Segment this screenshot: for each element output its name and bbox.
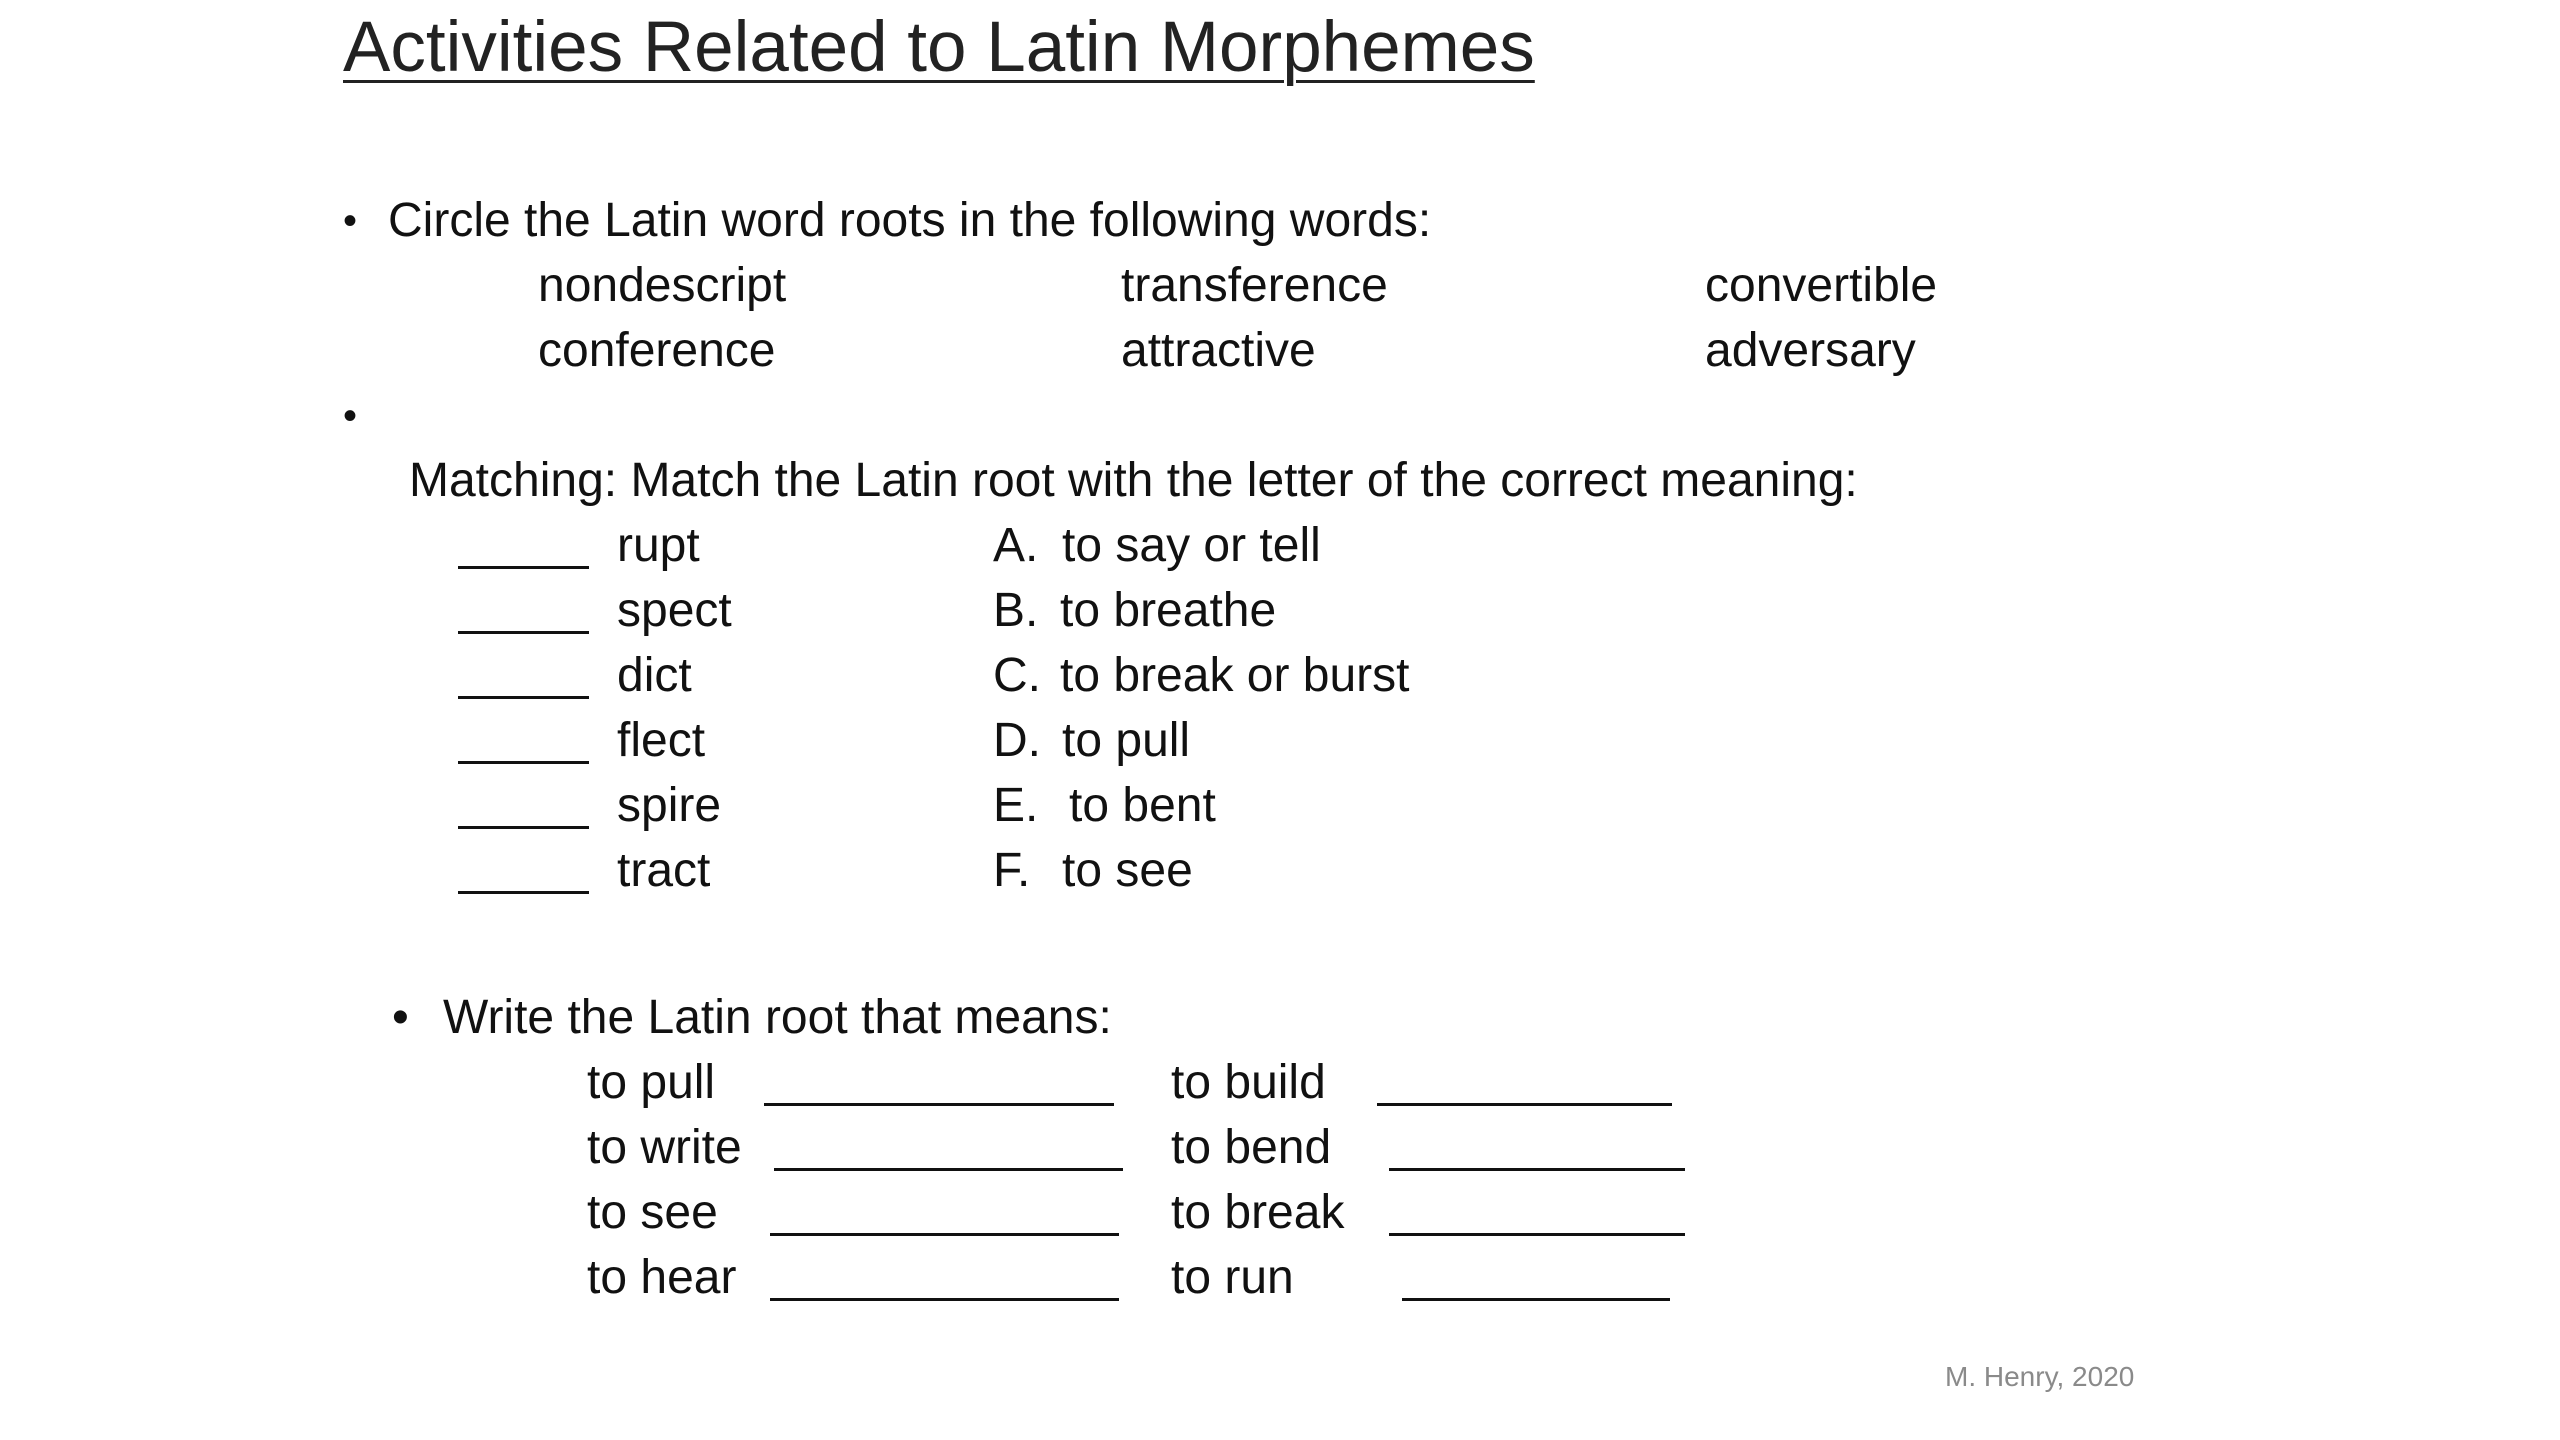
write-right-2: to bend xyxy=(1171,1121,1332,1174)
write-blank-left-1[interactable] xyxy=(764,1103,1114,1106)
word-transference: transference xyxy=(1121,259,1388,312)
write-right-3: to break xyxy=(1171,1186,1345,1239)
bullet-circle-roots: • xyxy=(343,199,358,243)
footer-credit: M. Henry, 2020 xyxy=(1945,1361,2135,1392)
match-blank-3[interactable] xyxy=(458,696,589,699)
circle-roots-prompt: Circle the Latin word roots in the following words: xyxy=(388,194,1432,247)
meaning-letter-a: A. xyxy=(993,519,1039,572)
write-left-1: to pull xyxy=(587,1056,716,1109)
write-blank-right-1[interactable] xyxy=(1377,1103,1672,1106)
root-tract: tract xyxy=(617,844,711,897)
root-spire: spire xyxy=(617,779,722,832)
write-blank-right-3[interactable] xyxy=(1389,1233,1685,1236)
meaning-letter-e: E. xyxy=(993,779,1039,832)
write-left-4: to hear xyxy=(587,1251,737,1304)
root-rupt: rupt xyxy=(617,519,700,572)
write-blank-left-2[interactable] xyxy=(774,1168,1123,1171)
match-blank-1[interactable] xyxy=(458,566,589,569)
write-right-4: to run xyxy=(1171,1251,1294,1304)
match-blank-5[interactable] xyxy=(458,826,589,829)
word-attractive: attractive xyxy=(1121,324,1316,377)
write-root-prompt: Write the Latin root that means: xyxy=(443,991,1112,1044)
match-blank-6[interactable] xyxy=(458,891,589,894)
write-blank-right-2[interactable] xyxy=(1389,1168,1685,1171)
match-blank-2[interactable] xyxy=(458,631,589,634)
bullet-write-root: • xyxy=(392,991,409,1044)
meaning-text-a: to say or tell xyxy=(1062,519,1321,572)
meaning-letter-f: F. xyxy=(993,844,1031,897)
write-blank-right-4[interactable] xyxy=(1402,1298,1670,1301)
page-title: Activities Related to Latin Morphemes xyxy=(343,8,1535,87)
write-blank-left-3[interactable] xyxy=(770,1233,1119,1236)
word-conference: conference xyxy=(538,324,776,377)
meaning-text-b: to breathe xyxy=(1060,584,1277,637)
meaning-letter-b: B. xyxy=(993,584,1039,637)
root-spect: spect xyxy=(617,584,732,637)
meaning-text-f: to see xyxy=(1062,844,1193,897)
word-nondescript: nondescript xyxy=(538,259,787,312)
word-adversary: adversary xyxy=(1705,324,1916,377)
meaning-text-e: to bent xyxy=(1069,779,1216,832)
meaning-text-c: to break or burst xyxy=(1060,649,1410,702)
match-blank-4[interactable] xyxy=(458,761,589,764)
meaning-letter-c: C. xyxy=(993,649,1041,702)
bullet-matching: • xyxy=(343,394,358,438)
meaning-text-d: to pull xyxy=(1062,714,1191,767)
write-right-1: to build xyxy=(1171,1056,1326,1109)
write-left-3: to see xyxy=(587,1186,718,1239)
write-blank-left-4[interactable] xyxy=(770,1298,1119,1301)
meaning-letter-d: D. xyxy=(993,714,1041,767)
root-flect: flect xyxy=(617,714,706,767)
word-convertible: convertible xyxy=(1705,259,1938,312)
matching-prompt: Matching: Match the Latin root with the letter of the correct meaning: xyxy=(409,454,1858,507)
root-dict: dict xyxy=(617,649,692,702)
write-left-2: to write xyxy=(587,1121,742,1174)
